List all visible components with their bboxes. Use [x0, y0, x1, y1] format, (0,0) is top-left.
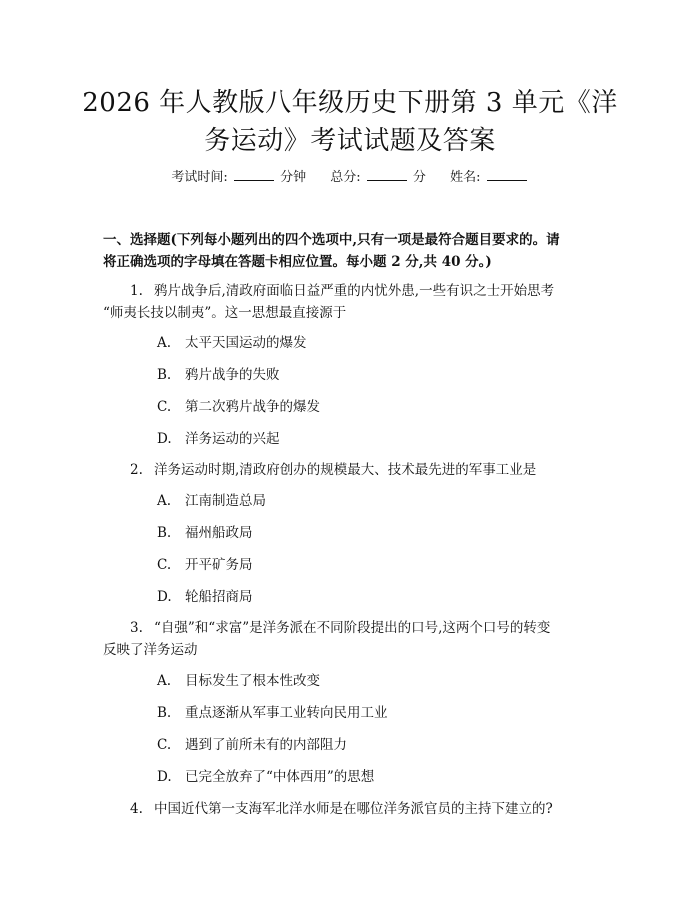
- option-text: 开平矿务局: [185, 557, 253, 573]
- option-text: 江南制造总局: [185, 493, 266, 509]
- question-text-line-1: 鸦片战争后,清政府面临日益严重的内忧外患,一些有识之士开始思考: [154, 283, 555, 299]
- student-name-label: 姓名:: [450, 170, 481, 185]
- question-text-line-2: “师夷长技以制夷”。这一思想最直接源于: [103, 305, 347, 321]
- exam-time-field: [171, 170, 310, 185]
- option-letter: B.: [157, 705, 172, 721]
- section-heading-line-1: 一、选择题(下列每小题列出的四个选项中,只有一项是最符合题目要求的。请: [103, 232, 560, 248]
- question-number: 3.: [130, 620, 143, 636]
- title-line-2: 务运动》考试试题及答案: [204, 126, 496, 156]
- question-2-option-a[interactable]: [157, 491, 266, 511]
- option-text: 遇到了前所未有的内部阻力: [185, 737, 347, 753]
- question-1-option-c[interactable]: [157, 397, 320, 417]
- exam-info-line: [0, 168, 700, 188]
- option-letter: B.: [157, 367, 172, 383]
- section-heading-line-2: 将正确选项的字母填在答题卡相应位置。每小题 2 分,共 40 分。): [103, 254, 492, 270]
- option-letter: C.: [157, 557, 172, 573]
- question-3-option-c[interactable]: [157, 735, 347, 755]
- option-letter: D.: [157, 589, 172, 605]
- question-text-line-2: 反映了洋务运动: [103, 642, 198, 658]
- option-letter: A.: [157, 493, 172, 509]
- question-3-option-a[interactable]: [157, 671, 320, 691]
- question-1-option-b[interactable]: [157, 365, 280, 385]
- option-text: 福州船政局: [185, 525, 253, 541]
- option-text: 洋务运动的兴起: [185, 431, 280, 447]
- exam-time-label: 考试时间:: [171, 170, 228, 185]
- question-2-option-c[interactable]: [157, 555, 253, 575]
- question-text-line-1: 中国近代第一支海军北洋水师是在哪位洋务派官员的主持下建立的?: [154, 801, 553, 817]
- question-4: [103, 798, 603, 820]
- total-score-blank[interactable]: [367, 168, 407, 181]
- option-text: 第二次鸦片战争的爆发: [185, 399, 320, 415]
- exam-time-unit: 分钟: [280, 170, 307, 185]
- total-score-unit: 分: [412, 170, 426, 185]
- option-text: 目标发生了根本性改变: [185, 673, 320, 689]
- title-line-1: 2026 年人教版八年级历史下册第 3 单元《洋: [82, 88, 618, 118]
- option-text: 重点逐渐从军事工业转向民用工业: [185, 705, 388, 721]
- option-text: 太平天国运动的爆发: [185, 335, 307, 351]
- question-2: [103, 459, 603, 481]
- option-text: 轮船招商局: [185, 589, 253, 605]
- question-number: 2.: [130, 462, 143, 478]
- question-1-option-a[interactable]: [157, 333, 307, 353]
- option-text: 鸦片战争的失败: [185, 367, 280, 383]
- student-name-blank[interactable]: [487, 168, 527, 181]
- option-letter: C.: [157, 399, 172, 415]
- exam-time-blank[interactable]: [234, 168, 274, 181]
- question-text-line-1: 洋务运动时期,清政府创办的规模最大、技术最先进的军事工业是: [154, 462, 537, 478]
- question-1: [103, 280, 603, 324]
- total-score-label: 总分:: [330, 170, 361, 185]
- question-1-option-d[interactable]: [157, 429, 280, 449]
- question-3-option-b[interactable]: [157, 703, 388, 723]
- section-heading: [103, 229, 603, 273]
- option-letter: A.: [157, 673, 172, 689]
- option-text: 已完全放弃了“中体西用”的思想: [185, 769, 375, 785]
- question-number: 1.: [130, 283, 143, 299]
- option-letter: A.: [157, 335, 172, 351]
- option-letter: C.: [157, 737, 172, 753]
- question-text-line-1: “自强”和“求富”是洋务派在不同阶段提出的口号,这两个口号的转变: [154, 620, 551, 636]
- question-number: 4.: [130, 801, 143, 817]
- question-3: [103, 617, 603, 661]
- total-score-field: [330, 170, 430, 185]
- question-2-option-b[interactable]: [157, 523, 253, 543]
- question-2-option-d[interactable]: [157, 587, 253, 607]
- option-letter: D.: [157, 769, 172, 785]
- student-name-field: [450, 170, 529, 185]
- document-title: [80, 84, 620, 160]
- option-letter: B.: [157, 525, 172, 541]
- option-letter: D.: [157, 431, 172, 447]
- question-3-option-d[interactable]: [157, 767, 374, 787]
